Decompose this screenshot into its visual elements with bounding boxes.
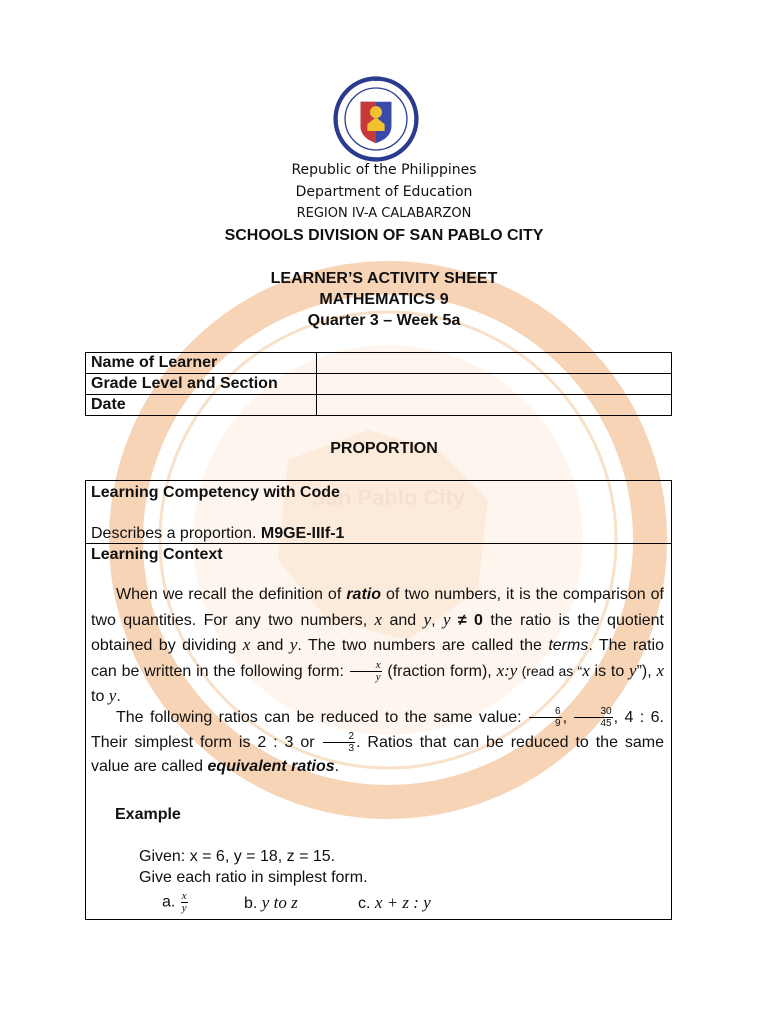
competency-description: Describes a proportion. <box>91 525 261 542</box>
header-republic: Republic of the Philippines <box>291 162 477 178</box>
table-row <box>86 353 672 374</box>
deped-seal-logo <box>333 76 419 162</box>
header-region: REGION IV-A CALABARZON <box>296 206 472 221</box>
grade-section-field[interactable] <box>317 374 672 395</box>
fraction-30-45: $\frac{30}{45}$ <box>574 706 612 729</box>
learner-info-table <box>85 352 672 416</box>
topic-title: PROPORTION <box>330 440 438 457</box>
header-department: Department of Education <box>295 184 473 200</box>
divider <box>86 543 671 544</box>
quarter-week: Quarter 3 – Week 5a <box>307 312 461 329</box>
date-field[interactable] <box>317 395 672 416</box>
example-given: Given: x = 6, y = 18, z = 15. <box>139 848 336 865</box>
sheet-title: LEARNER’S ACTIVITY SHEET <box>270 270 498 287</box>
subject-title: MATHEMATICS 9 <box>319 291 449 308</box>
example-item-c: c. x + z : y <box>358 893 431 912</box>
fraction-2-3: $\frac{2}{3}$ <box>323 731 356 754</box>
context-heading: Learning Context <box>91 546 223 563</box>
date-label: Date <box>86 395 317 416</box>
competency-text <box>91 525 344 543</box>
header-division: SCHOOLS DIVISION OF SAN PABLO CITY <box>224 227 544 244</box>
name-label: Name of Learner <box>86 353 317 374</box>
grade-section-label: Grade Level and Section <box>86 374 317 395</box>
table-row <box>86 395 672 416</box>
context-paragraph-2: The following ratios can be reduced to the same value: $\frac{6}{9}$ , $\frac{30}{45}$ , 4 : 6. Their simplest form is 2 : 3 or $\frac{2}{3}$ . Ratios that can be reduced to the same value are called equivalent ratios. <box>91 706 665 775</box>
table-row <box>86 374 672 395</box>
example-heading: Example <box>115 806 181 823</box>
lesson-box <box>85 480 672 920</box>
example-instruction: Give each ratio in simplest form. <box>139 869 368 886</box>
competency-heading: Learning Competency with Code <box>91 484 340 501</box>
watermark-text: San Pablo City <box>310 485 466 510</box>
context-paragraph-1: When we recall the definition of ratio of two numbers, it is the comparison of two quantities. For any two numbers, x and y, y ≠ 0 the ratio is the quotient obtained by dividing x and y. The two numbers are called the terms. The ratio can be written in the following form: $\frac{x}{y}$ (fraction form), x:y (read as “x is to y”), x to y. <box>91 586 665 705</box>
competency-code: M9GE-IIIf-1 <box>260 525 345 542</box>
fraction-6-9: $\frac{6}{9}$ <box>529 706 562 729</box>
example-item-b: b. y to z <box>244 893 298 912</box>
name-field[interactable] <box>317 353 672 374</box>
example-item-a: a. $\frac{x}{y}$ <box>162 890 187 914</box>
fraction-x-over-y: $\frac{x}{y}$ <box>350 660 382 683</box>
